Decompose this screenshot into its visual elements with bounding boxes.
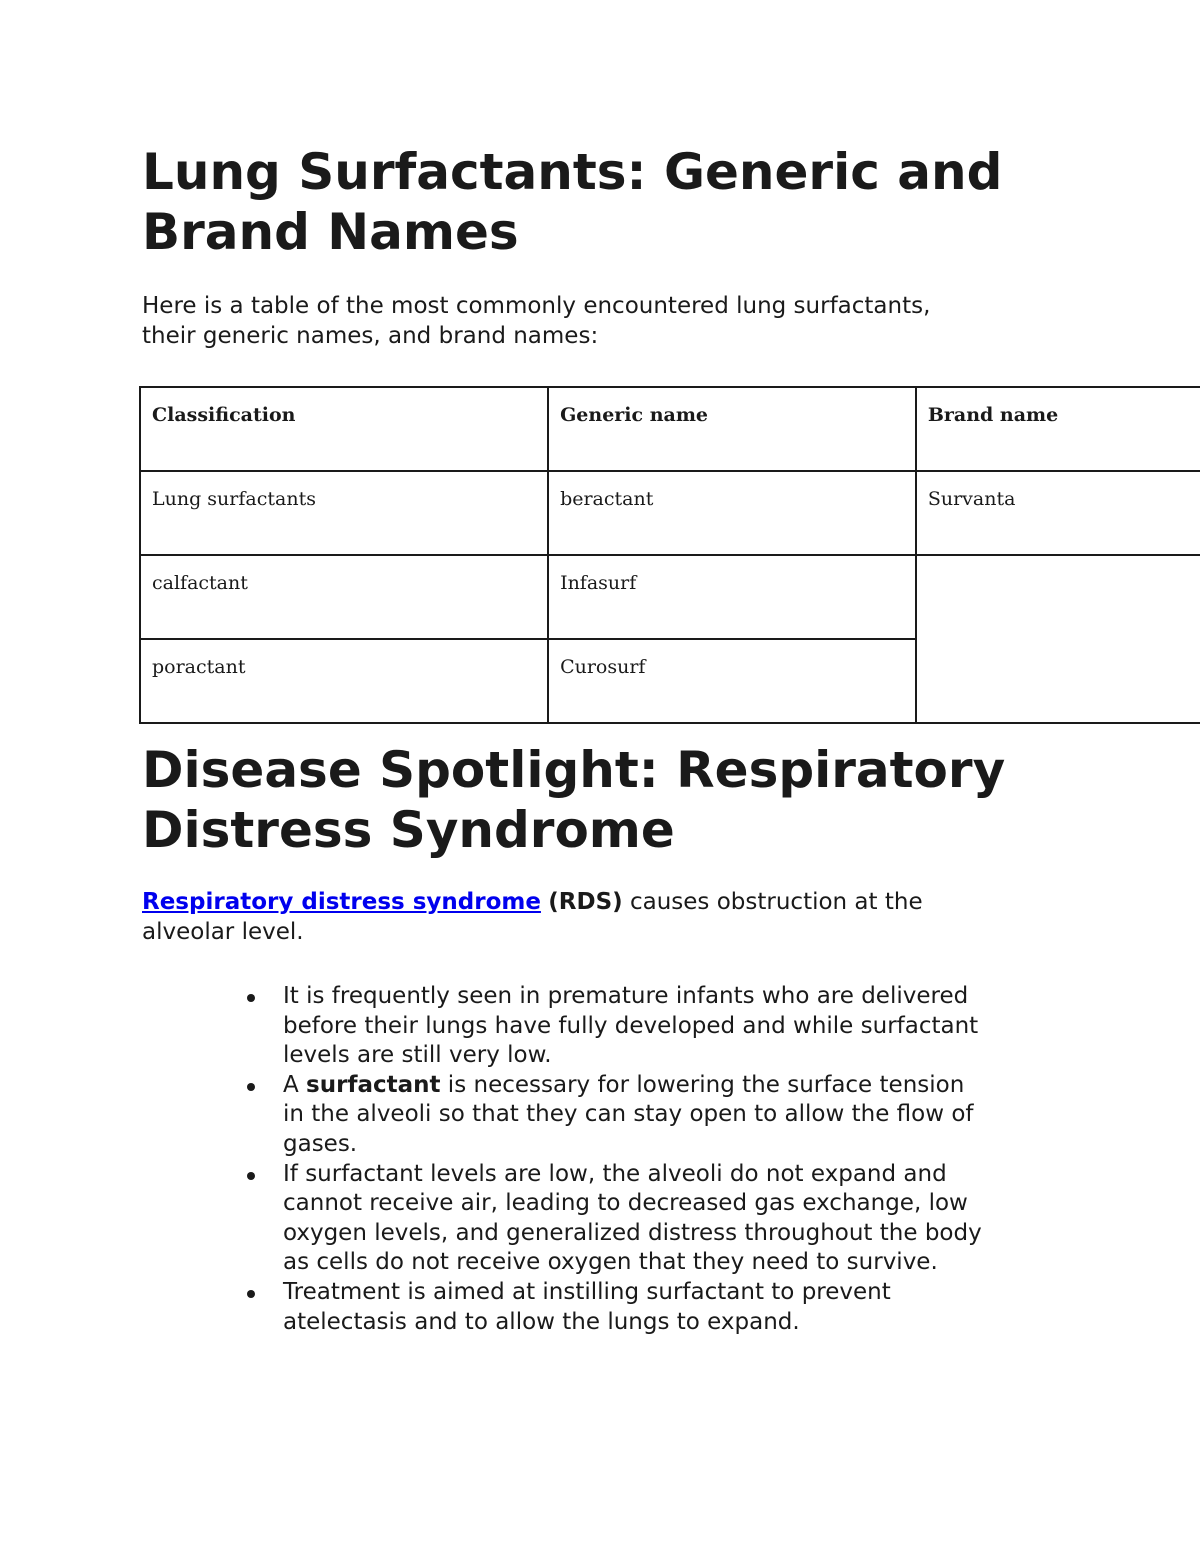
rds-link[interactable]: Respiratory distress syndrome bbox=[142, 889, 541, 915]
table-cell bbox=[916, 471, 1200, 555]
intro-paragraph bbox=[142, 291, 930, 351]
rds-line-1-rest: causes obstruction at the bbox=[622, 889, 923, 915]
cell-brand-name: Survanta bbox=[927, 488, 1016, 510]
cell-generic-name: Curosurf bbox=[560, 656, 646, 678]
table-row bbox=[140, 471, 1200, 555]
list-item bbox=[283, 1278, 982, 1337]
cell-classification: poractant bbox=[152, 656, 246, 678]
surfactant-table bbox=[139, 386, 1200, 724]
page-title-line-2: Brand Names bbox=[142, 203, 519, 261]
rds-bullet-list bbox=[283, 982, 982, 1337]
section-title bbox=[142, 740, 1005, 860]
rds-line-1 bbox=[142, 887, 923, 917]
cell-generic-name: beractant bbox=[560, 488, 654, 510]
bullet-text: A bbox=[283, 1071, 307, 1098]
bullet-line: as cells do not receive oxygen that they need to survive. bbox=[283, 1249, 938, 1276]
bullet-icon bbox=[247, 994, 255, 1002]
bullet-line: oxygen levels, and generalized distress throughout the body bbox=[283, 1219, 982, 1246]
bullet-line: If surfactant levels are low, the alveoli do not expand and bbox=[283, 1160, 947, 1187]
bullet-line: Treatment is aimed at instilling surfactant to prevent bbox=[283, 1278, 891, 1305]
list-item bbox=[283, 982, 982, 1071]
header-brand-name: Brand name bbox=[927, 404, 1059, 426]
table-cell bbox=[140, 639, 548, 723]
table-cell bbox=[548, 471, 916, 555]
table-row bbox=[140, 555, 1200, 639]
table-cell bbox=[140, 555, 548, 639]
section-title-line-1: Disease Spotlight: Respiratory bbox=[142, 741, 1006, 799]
bullet-line: cannot receive air, leading to decreased gas exchange, low bbox=[283, 1190, 968, 1217]
list-item bbox=[283, 1071, 982, 1160]
bullet-line bbox=[283, 1071, 982, 1101]
rds-line-2: alveolar level. bbox=[142, 919, 304, 945]
bullet-line: gases. bbox=[283, 1130, 358, 1157]
section-title-line-2: Distress Syndrome bbox=[142, 801, 675, 859]
bullet-icon bbox=[247, 1083, 255, 1091]
cell-classification: Lung surfactants bbox=[152, 488, 316, 510]
intro-line-2: their generic names, and brand names: bbox=[142, 323, 599, 349]
bullet-line: in the alveoli so that they can stay open to allow the flow of bbox=[283, 1101, 974, 1128]
rds-paragraph bbox=[142, 887, 923, 947]
page-title-line-1: Lung Surfactants: Generic and bbox=[142, 143, 1003, 201]
bullet-line: levels are still very low. bbox=[283, 1042, 552, 1069]
table-header-cell bbox=[548, 387, 916, 471]
table-cell bbox=[548, 639, 916, 723]
bullet-line: atelectasis and to allow the lungs to expand. bbox=[283, 1308, 800, 1335]
table-header-cell bbox=[916, 387, 1200, 471]
cell-classification: calfactant bbox=[152, 572, 248, 594]
bullet-line: It is frequently seen in premature infants who are delivered bbox=[283, 983, 969, 1009]
table-cell bbox=[140, 471, 548, 555]
header-generic-name: Generic name bbox=[560, 404, 709, 426]
page-title bbox=[142, 142, 1002, 262]
table-cell-empty bbox=[916, 555, 1200, 723]
bullet-icon bbox=[247, 1290, 255, 1298]
bullet-icon bbox=[247, 1172, 255, 1180]
intro-line-1: Here is a table of the most commonly encountered lung surfactants, bbox=[142, 293, 931, 319]
table-header-row bbox=[140, 387, 1200, 471]
bullet-bold-term: surfactant bbox=[306, 1071, 441, 1098]
header-classification: Classification bbox=[152, 404, 296, 426]
table-cell bbox=[548, 555, 916, 639]
list-item bbox=[283, 1160, 982, 1278]
bullet-text: is necessary for lowering the surface tension bbox=[440, 1071, 965, 1098]
bullet-line: before their lungs have fully developed and while surfactant bbox=[283, 1012, 979, 1039]
table-header-cell bbox=[140, 387, 548, 471]
cell-generic-name: Infasurf bbox=[560, 572, 637, 594]
rds-abbreviation: (RDS) bbox=[548, 889, 623, 915]
